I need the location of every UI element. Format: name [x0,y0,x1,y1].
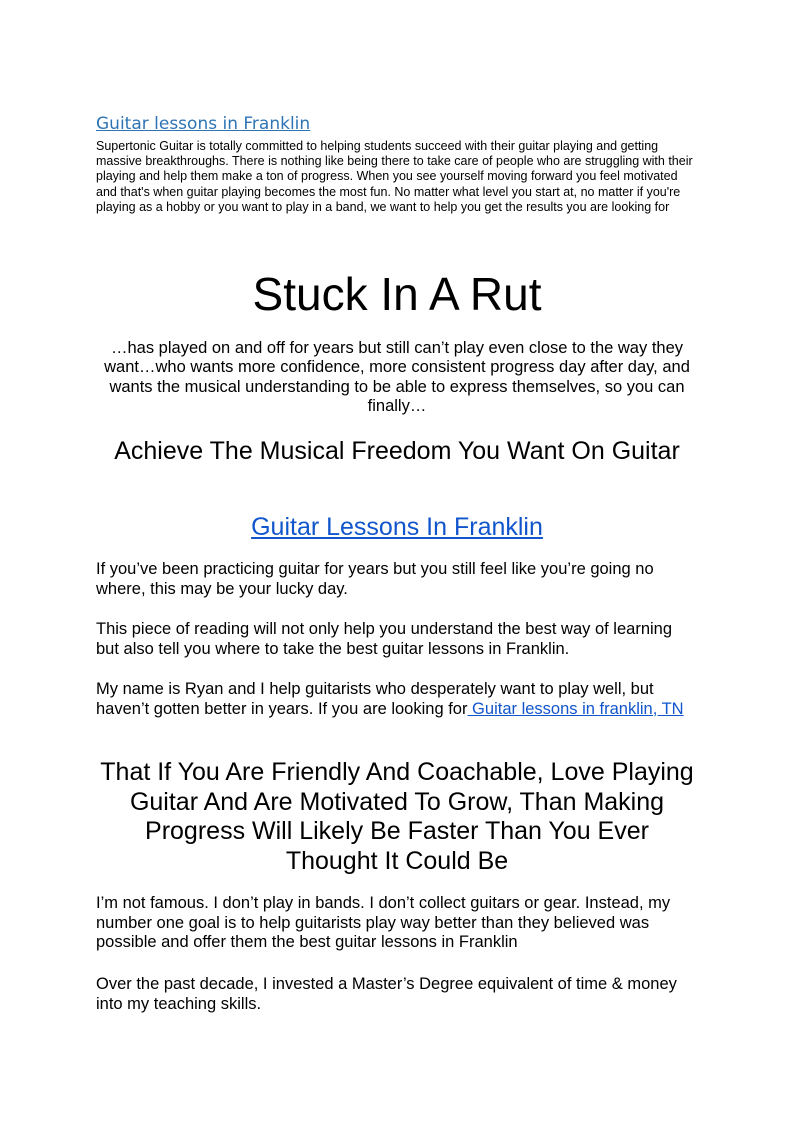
subheading-paragraph: …has played on and off for years but still can’t play even close to the way they want…who wants more confidence, more consistent progress day after day, and wants the musical understanding to be able to express themselves, so you can finally… [104,339,690,416]
intro-paragraph: Supertonic Guitar is totally committed to helping students succeed with their guitar playing and getting massive breakthroughs. There is nothing like being there to take care of people who are struggling with their playing and help them make a ton of progress. When you see yourself moving forward you feel motivated and that's when guitar playing becomes the most fun. No matter what level you start at, no matter if you're playing as a hobby or you want to play in a band, we want to help you get the results you are looking for [96,139,693,214]
paragraph-about-ryan-text: My name is Ryan and I help guitarists who desperately want to play well, but haven’t gotten better in years. If you are looking for [96,680,654,718]
heading-stuck-in-a-rut: Stuck In A Rut [252,268,542,320]
inline-link-guitar-lessons-franklin-tn[interactable]: Guitar lessons in franklin, TN [467,699,684,718]
paragraph-not-famous: I’m not famous. I don’t play in bands. I don’t collect guitars or gear. Instead, my number one goal is to help guitarists play way better than they believed was possible and offer them the best guitar lessons in Franklin [96,894,671,952]
paragraph-practicing: If you’ve been practicing guitar for years but you still feel like you’re going no where, this may be your lucky day. [96,560,654,598]
paragraph-reading: This piece of reading will not only help you understand the best way of learning but also tell you where to take the best guitar lessons in Franklin. [96,620,673,658]
heading-achieve-freedom: Achieve The Musical Freedom You Want On Guitar [114,437,680,465]
paragraph-about-ryan [96,680,698,719]
heading-guitar-lessons-link[interactable]: Guitar Lessons In Franklin [251,513,543,541]
header-link-guitar-lessons[interactable]: Guitar lessons in Franklin [96,114,311,134]
paragraph-past-decade: Over the past decade, I invested a Master’s Degree equivalent of time & money into my teaching skills. [96,975,677,1013]
heading-friendly-coachable: That If You Are Friendly And Coachable, Love Playing Guitar And Are Motivated To Grow, Than Making Progress Will Likely Be Faster Than You Ever Thought It Could Be [100,758,694,875]
